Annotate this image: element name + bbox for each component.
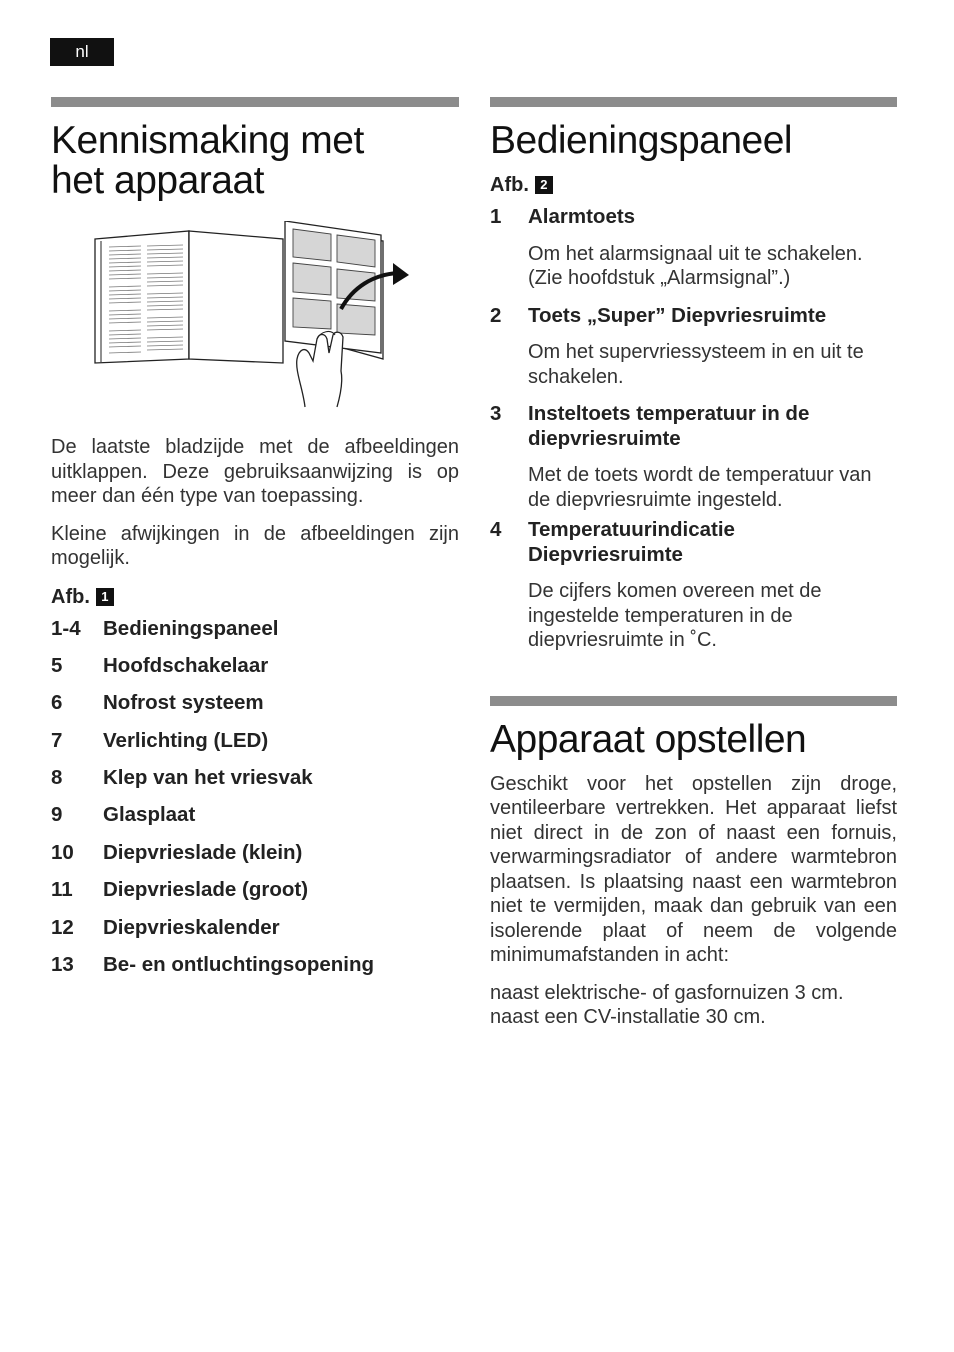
item-label-line-1: Insteltoets temperatuur in de <box>528 402 810 425</box>
item-number: 9 <box>51 803 63 827</box>
item-label: Hoofdschakelaar <box>103 653 269 677</box>
item-description: Om het supervriessysteem in en uit te schakelen. <box>528 341 864 388</box>
fold-out-manual-illustration <box>91 221 413 409</box>
language-tag: nl <box>50 38 114 66</box>
list-item <box>51 953 459 990</box>
item-label-line-2: Diepvriesruimte <box>528 542 683 566</box>
figure-number-badge: 1 <box>96 588 114 606</box>
item-number: 11 <box>51 878 73 902</box>
distance-line-1: naast elektrische- of gasfornuizen 3 cm. <box>490 981 844 1004</box>
figure-ref-label: Afb. <box>51 585 90 608</box>
item-description: De cijfers komen overeen met de ingestelde temperaturen in de diepvriesruimte in ˚C. <box>528 580 822 651</box>
list-item <box>490 402 897 512</box>
figure-number-badge: 2 <box>535 176 553 194</box>
figure-ref-label: Afb. <box>490 174 529 196</box>
item-number: 8 <box>51 766 63 790</box>
section-rule <box>51 97 459 107</box>
installation-paragraph: Geschikt voor het opstellen zijn droge, ventileerbare vertrekken. Het apparaat liefst niet direct in de zon of naast een fornuis, verwarmingsradiator of andere warmtebron plaatsen. Is plaatsing naast een warmtebron niet te vermijden, maak dan gebruik van een isolerende plaat of neem de volgende minimumafstanden in acht: <box>490 772 897 966</box>
item-number: 3 <box>490 402 502 425</box>
list-item <box>490 205 897 291</box>
list-item <box>51 617 459 654</box>
item-number: 12 <box>51 915 74 939</box>
list-item <box>51 803 459 840</box>
section-title-installation: Apparaat opstellen <box>490 717 807 761</box>
list-item <box>51 729 459 766</box>
list-item <box>51 916 459 953</box>
item-number: 13 <box>51 953 74 977</box>
section-title-control-panel: Bedieningspaneel <box>490 119 793 162</box>
figure-reference-1 <box>51 585 459 609</box>
item-label: Be- en ontluchtingsopening <box>103 953 375 977</box>
item-label-line-2: diepvriesruimte <box>528 426 681 450</box>
item-number: 4 <box>490 518 502 541</box>
item-number: 2 <box>490 303 502 327</box>
item-label: Klep van het vriesvak <box>103 766 313 790</box>
list-item <box>51 691 459 728</box>
item-label: Verlichting (LED) <box>103 728 269 752</box>
item-number: 1 <box>490 205 502 228</box>
list-item <box>51 766 459 803</box>
list-item <box>51 654 459 691</box>
item-label: Diepvrieslade (groot) <box>103 878 309 902</box>
title-line-2: het apparaat <box>51 159 265 202</box>
item-label: Nofrost systeem <box>103 691 264 715</box>
item-number: 6 <box>51 691 63 715</box>
control-panel-list <box>490 205 897 653</box>
figure-reference-2 <box>490 173 897 197</box>
title-line-1: Kennismaking met <box>51 119 364 162</box>
item-description: Om het alarmsignaal uit te schakelen. (Zie hoofdstuk „Alarmsignal”.) <box>528 242 863 289</box>
list-item <box>490 518 897 653</box>
list-item <box>51 841 459 878</box>
item-label: Toets „Super” Diepvriesruimte <box>528 303 827 327</box>
item-number: 10 <box>51 840 74 864</box>
item-label: Alarmtoets <box>528 205 636 228</box>
item-label-line-1: Temperatuurindicatie <box>528 518 735 541</box>
section-rule <box>490 696 897 706</box>
section-title-intro <box>51 121 459 201</box>
item-number: 1-4 <box>51 616 81 640</box>
distance-line-2: naast een CV-installatie 30 cm. <box>490 1006 766 1028</box>
section-rule <box>490 97 897 107</box>
intro-paragraph-2: Kleine afwijkingen in de afbeeldingen zijn mogelijk. <box>51 522 459 569</box>
right-column <box>490 97 897 1030</box>
item-description: Met de toets wordt de temperatuur van de diepvriesruimte ingesteld. <box>528 464 872 511</box>
left-column <box>51 97 459 990</box>
intro-paragraph-1: De laatste bladzijde met de afbeeldingen uitklappen. Deze gebruiksaanwijzing is op meer dan één type van toepassing. <box>51 436 459 507</box>
list-item <box>51 878 459 915</box>
item-label: Bedieningspaneel <box>103 616 279 640</box>
list-item <box>490 304 897 390</box>
item-label: Glasplaat <box>103 803 196 827</box>
component-list <box>51 617 459 991</box>
item-number: 5 <box>51 653 63 677</box>
item-number: 7 <box>51 728 63 752</box>
item-label: Diepvrieslade (klein) <box>103 840 303 864</box>
item-label: Diepvrieskalender <box>103 915 280 939</box>
